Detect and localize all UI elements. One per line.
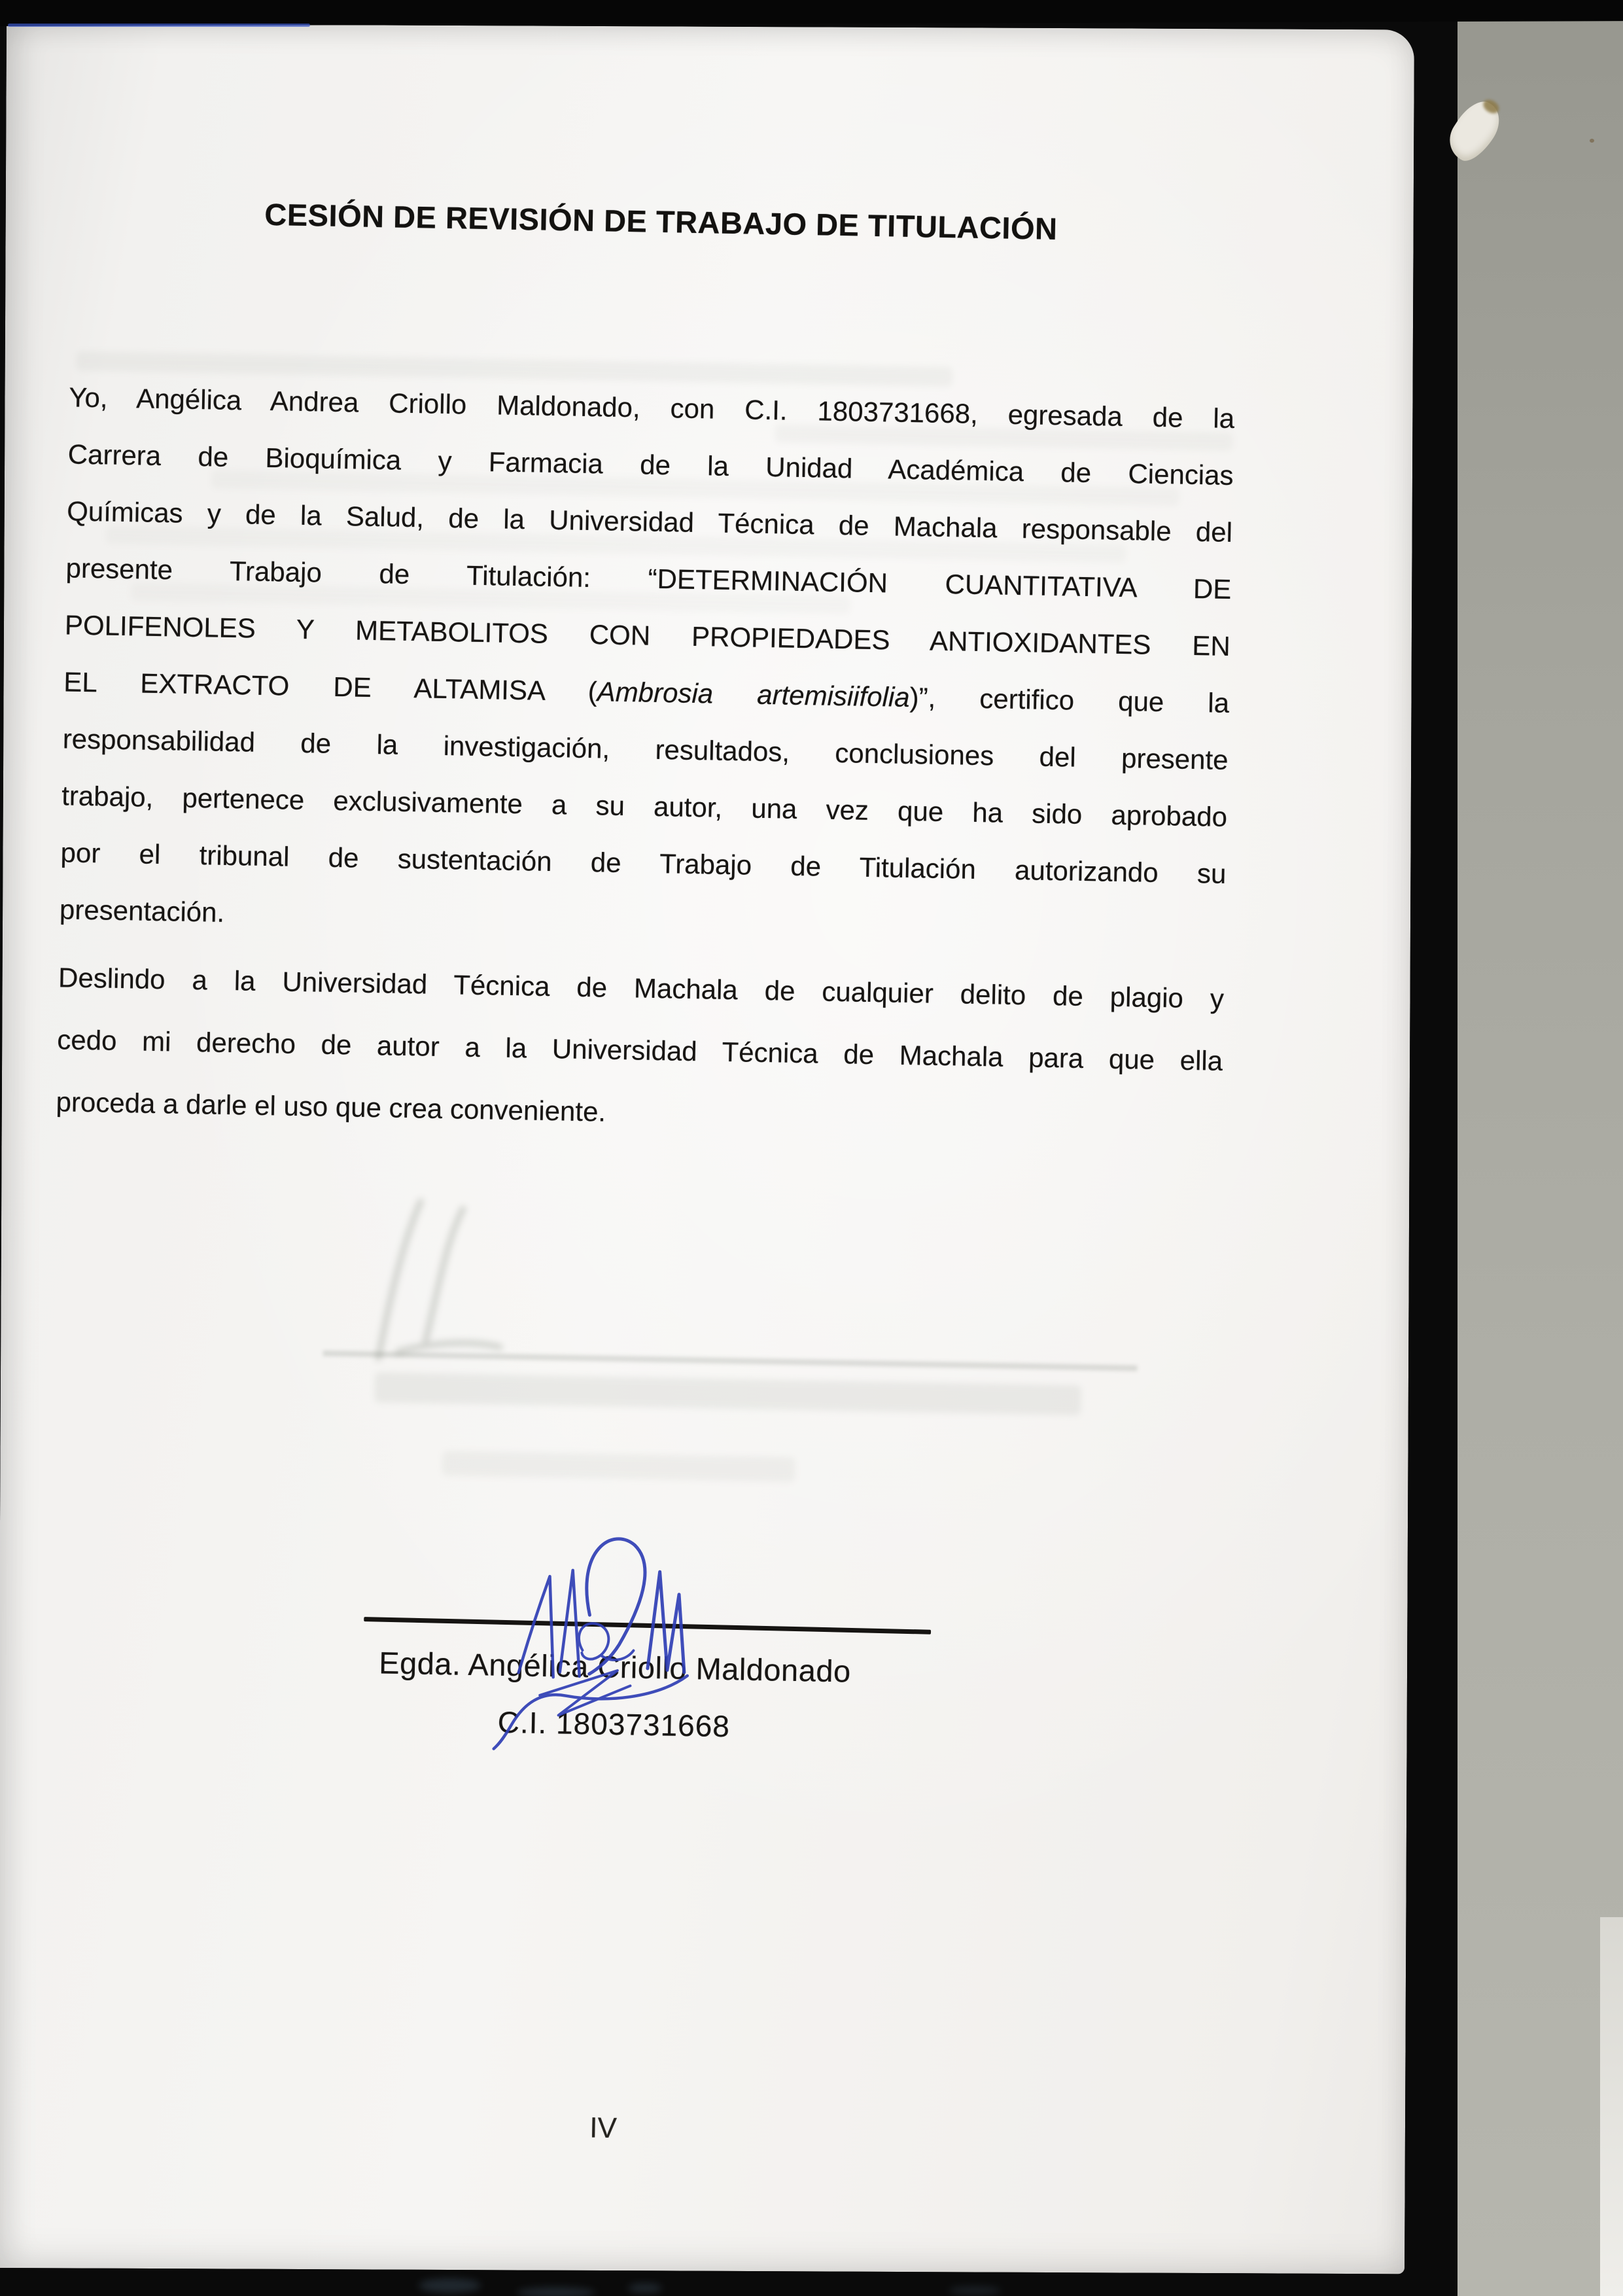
body-paragraph xyxy=(56,955,1225,1163)
page-title: CESIÓN DE REVISIÓN DE TRABAJO DE TITULACIÓN xyxy=(264,196,1058,247)
text-line: presentación. xyxy=(59,894,225,928)
bleed-through-ghost xyxy=(374,1372,1081,1415)
scan-bottom-artifact xyxy=(949,2286,1001,2295)
text-line: responsabilidad de la investigación, resultados, conclusiones del presente xyxy=(62,723,1229,775)
text-line: Carrera de Bioquímica y Farmacia de la Unidad Académica de Ciencias xyxy=(67,438,1234,491)
signatory-id: C.I. 1803731668 xyxy=(497,1704,731,1744)
signatory-name: Egda. Angélica Criollo Maldonado xyxy=(378,1645,852,1689)
text-line: EL EXTRACTO DE ALTAMISA (Ambrosia artemisiifolia)”, certifico que la xyxy=(63,666,1230,718)
dust-speck xyxy=(1590,139,1594,143)
handwritten-signature xyxy=(459,1507,725,1760)
scan-edge-artifact xyxy=(8,24,310,27)
page-content xyxy=(0,23,1418,2293)
scan-bottom-artifact xyxy=(419,2278,481,2293)
text-line: proceda a darle el uso que crea conveniente. xyxy=(56,1086,606,1127)
bleed-through-ghost xyxy=(442,1451,795,1482)
scan-bottom-artifact xyxy=(517,2287,595,2296)
bleed-through-signature-ghost xyxy=(339,1180,512,1380)
book-edge-highlight xyxy=(1600,1917,1623,2296)
text-line: Yo, Angélica Andrea Criollo Maldonado, con C.I. 1803731668, egresada de la xyxy=(68,381,1235,434)
document-page xyxy=(0,24,1414,2274)
scan-bottom-artifact xyxy=(628,2284,662,2293)
text-line: trabajo, pertenece exclusivamente a su autor, una vez que ha sido aprobado xyxy=(61,780,1228,832)
text-line: presente Trabajo de Titulación: “DETERMINACIÓN CUANTITATIVA DE xyxy=(65,552,1232,605)
body-paragraph xyxy=(59,376,1235,967)
text-line: cedo mi derecho de autor a la Universidad Técnica de Machala para que ella xyxy=(56,1024,1223,1076)
text-line: Deslindo a la Universidad Técnica de Machala de cualquier delito de plagio y xyxy=(58,962,1225,1014)
scanner-top-border xyxy=(0,0,1623,26)
scanner-background-strip xyxy=(1457,0,1623,2296)
text-line: POLIFENOLES Y METABOLITOS CON PROPIEDADES ANTIOXIDANTES EN xyxy=(64,609,1231,662)
page-number: IV xyxy=(589,2111,618,2145)
text-line: Químicas y de la Salud, de la Universidad Técnica de Machala responsable del xyxy=(66,495,1233,548)
text-line: por el tribunal de sustentación de Trabajo de Titulación autorizando su xyxy=(60,837,1227,889)
